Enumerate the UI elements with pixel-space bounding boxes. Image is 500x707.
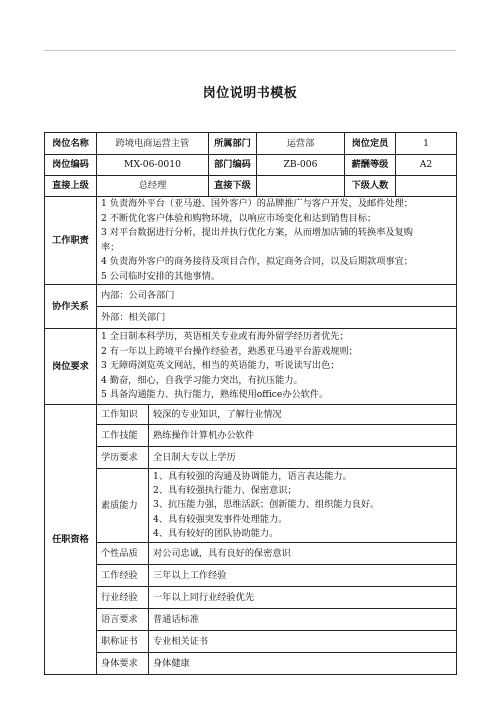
qualification-item-label: 职称证书: [97, 631, 149, 653]
ability-line: 2、具有较强执行能力、保密意识；: [153, 485, 297, 497]
responsibility-line: 1 负责海外平台（亚马逊、国外客户）的品牌推广与客户开发，及邮件处理；: [101, 198, 413, 209]
subordinate-count-label: 下级人数: [345, 176, 396, 197]
qualification-item-value: 一年以上同行业经验优先: [149, 587, 457, 609]
requirement-line: 2 有一年以上跨境平台操作经验者，熟悉亚马逊平台游戏规则；: [101, 345, 358, 357]
department-code-value: ZB-006: [257, 155, 345, 176]
document-title: 岗位说明书模板: [202, 86, 298, 101]
ability-line: 3、抗压能力强，思维活跃；创新能力、组织能力良好。: [153, 499, 380, 511]
qualification-row: [45, 609, 457, 631]
requirements-label: 岗位要求: [45, 329, 97, 405]
responsibility-line: 5 公司临时安排的其他事情。: [101, 270, 221, 282]
relations-external: 外部：相关部门: [97, 307, 457, 329]
direct-subordinate-value: [257, 176, 345, 197]
qualification-row: [45, 405, 457, 425]
requirements-row: [45, 329, 457, 405]
ability-line: 4、具有较好的团队协助能力。: [153, 527, 279, 539]
requirement-line: 1 全日制本科学历，英语相关专业或有海外留学经历者优先；: [101, 331, 349, 343]
qualification-row: [45, 447, 457, 469]
qualification-item-label: 个性品质: [97, 543, 149, 565]
requirement-line: 4 勤奋，细心，自我学习能力突出，有抗压能力。: [101, 374, 303, 386]
responsibility-line: 3 对平台数据进行分析，提出并执行优化方案，从而增加店铺的转换率及复购: [101, 227, 413, 238]
position-name-label: 岗位名称: [45, 133, 97, 155]
qualification-item-label: 工作技能: [97, 425, 149, 447]
qualification-row: [45, 653, 457, 675]
qualification-item-value: 较深的专业知识，了解行业情况: [149, 405, 457, 425]
qualification-item-value: 三年以上工作经验: [149, 565, 457, 587]
qualification-item-value: 对公司忠诚，具有良好的保密意识: [149, 543, 457, 565]
direct-superior-label: 直接上级: [45, 176, 97, 197]
department-label: 所属部门: [209, 133, 257, 155]
qualification-row: [45, 631, 457, 653]
header-row-2: [45, 155, 457, 176]
qualification-item-value: 普通话标准: [149, 609, 457, 631]
salary-grade-value: A2: [396, 155, 457, 176]
direct-superior-value: 总经理: [97, 176, 209, 197]
qualification-item-label: 语言要求: [97, 609, 149, 631]
ability-label: 素质能力: [97, 469, 149, 543]
qualification-item-value: 身体健康: [149, 653, 457, 675]
position-code-label: 岗位编码: [45, 155, 97, 176]
qualification-row: [45, 543, 457, 565]
qualification-item-label: 身体要求: [97, 653, 149, 675]
qualification-item-label: 行业经验: [97, 587, 149, 609]
responsibilities-list: [97, 197, 457, 285]
position-name-value: 跨境电商运营主管: [97, 133, 209, 155]
qualification-row: [45, 565, 457, 587]
qualifications-label: 任职资格: [45, 405, 97, 675]
position-code-value: MX-06-0010: [97, 155, 209, 176]
header-row-3: [45, 176, 457, 197]
headcount-value: 1: [396, 133, 457, 155]
department-code-label: 部门编码: [209, 155, 257, 176]
top-divider: [44, 50, 456, 51]
relations-internal: 内部：公司各部门: [97, 285, 457, 307]
requirement-line: 3 无障碍浏览英文网站，相当的英语能力，听说读写出色；: [101, 360, 340, 372]
relations-label: 协作关系: [45, 285, 97, 329]
responsibilities-row: [45, 197, 457, 285]
qualification-row-ability: [45, 469, 457, 543]
qualification-item-label: 工作经验: [97, 565, 149, 587]
requirement-line: 5 具备沟通能力、执行能力，熟练使用office办公软件。: [101, 389, 329, 401]
responsibilities-label: 工作职责: [45, 197, 97, 285]
relations-row-internal: [45, 285, 457, 307]
qualification-row: [45, 587, 457, 609]
qualification-item-value: 专业相关证书: [149, 631, 457, 653]
qualification-row: [45, 425, 457, 447]
ability-line: 1、具有较强的沟通及协调能力，语言表达能力。: [153, 470, 352, 482]
headcount-label: 岗位定员: [345, 133, 396, 155]
qualification-item-label: 工作知识: [97, 405, 149, 425]
job-description-table: [44, 132, 457, 675]
responsibility-line: 2 不断优化客户体验和购物环境，以响应市场变化和达到销售目标；: [101, 212, 377, 224]
responsibility-line: 率；: [101, 241, 120, 253]
subordinate-count-value: [396, 176, 457, 197]
requirements-list: [97, 329, 457, 405]
department-value: 运营部: [257, 133, 345, 155]
direct-subordinate-label: 直接下级: [209, 176, 257, 197]
qualification-item-label: 学历要求: [97, 447, 149, 469]
qualification-item-value: 全日制大专以上学历: [149, 447, 457, 469]
relations-row-external: [45, 307, 457, 329]
ability-line: 4、具有较强突发事件处理能力。: [153, 513, 288, 525]
responsibility-line: 4 负责海外客户的商务接待及项目合作，拟定商务合同，以及后期款项事宜；: [101, 256, 413, 267]
header-row-1: [45, 133, 457, 155]
salary-grade-label: 薪酬等级: [345, 155, 396, 176]
ability-list: [149, 469, 457, 543]
qualification-item-value: 熟练操作计算机办公软件: [149, 425, 457, 447]
